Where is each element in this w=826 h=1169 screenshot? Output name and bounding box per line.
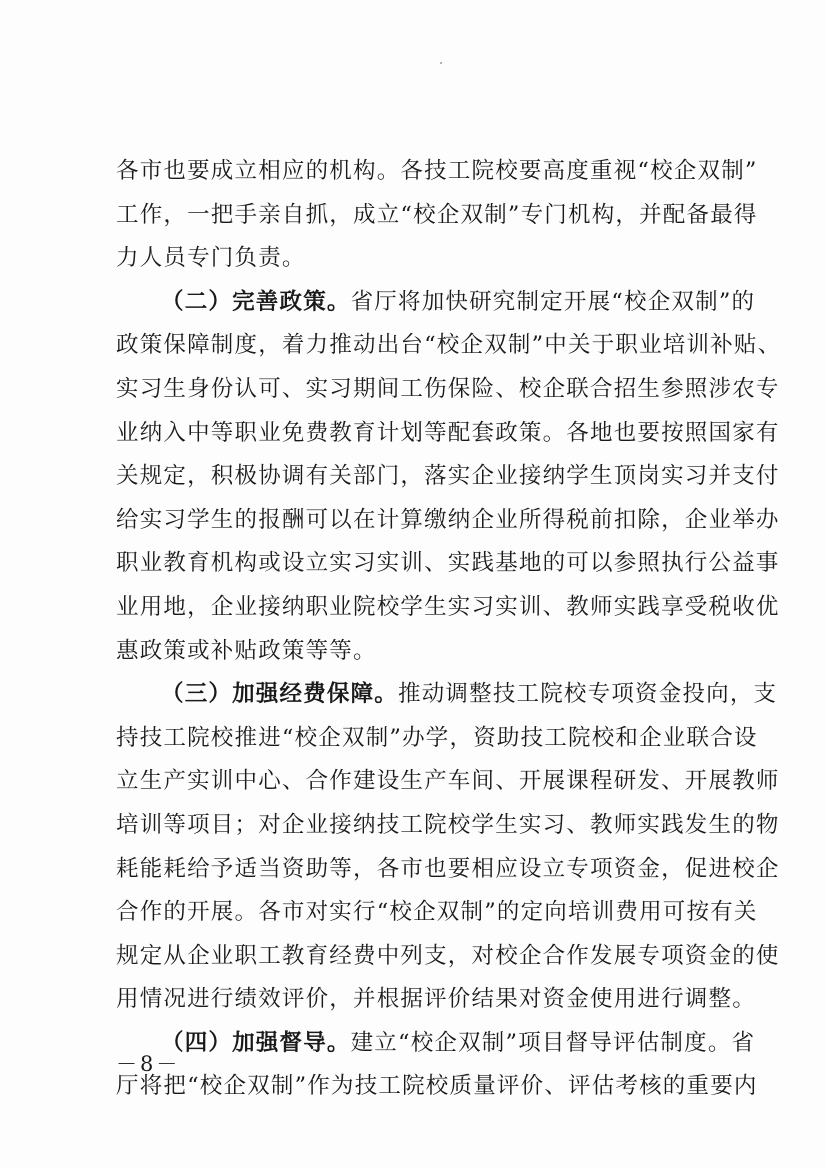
text-line	[116, 412, 780, 456]
text-line	[116, 760, 780, 804]
line-text: 业纳入中等职业免费教育计划等配套政策。各地也要按照国家有	[116, 419, 780, 446]
text-line	[116, 630, 728, 674]
line-text: 工作，一把手亲自抓，成立“校企双制”专门机构，并配备最得	[116, 201, 758, 228]
line-text: 业用地，企业接纳职业院校学生实习实训、教师实践享受税收优	[116, 593, 780, 620]
line-text: 推动调整技工院校专项资金投向，支	[398, 681, 778, 708]
line-text: 用情况进行绩效评价，并根据评价结果对资金使用进行调整。	[116, 986, 756, 1013]
line-text: 规定从企业职工教育经费中列支，对校企合作发展专项资金的使	[116, 942, 780, 969]
line-text: 厅将把“校企双制”作为技工院校质量评价、评估考核的重要内	[116, 1073, 758, 1100]
line-text: 力人员专门负责。	[116, 245, 306, 272]
text-line	[116, 368, 780, 412]
text-line	[116, 499, 780, 543]
line-text: 省厅将加快研究制定开展“校企双制”的	[350, 288, 756, 315]
line-text: 耗能耗给予适当资助等，各市也要相应设立专项资金，促进校企	[116, 855, 780, 882]
section-heading-line	[116, 673, 778, 717]
text-line	[116, 891, 758, 935]
line-text: 职业教育机构或设立实习实训、实践基地的可以参照执行公益事	[116, 550, 780, 577]
text-line	[116, 324, 782, 368]
text-line	[116, 237, 728, 281]
section-heading-line	[116, 281, 756, 325]
text-line	[116, 935, 780, 979]
text-line	[116, 150, 758, 194]
text-line	[116, 455, 780, 499]
page-number: －8－	[116, 1052, 181, 1076]
line-text: 持技工院校推进“校企双制”办学，资助技工院校和企业联合设	[116, 724, 758, 751]
line-text: 合作的开展。各市对实行“校企双制”的定向培训费用可按有关	[116, 899, 758, 926]
text-line	[116, 194, 758, 238]
section-heading: （二）完善政策。	[161, 288, 351, 315]
section-heading: （三）加强经费保障。	[161, 681, 399, 708]
text-line	[116, 848, 780, 892]
line-text: 惠政策或补贴政策等等。	[116, 637, 377, 664]
text-line	[116, 586, 780, 630]
text-line	[116, 542, 780, 586]
line-text: 政策保障制度，着力推动出台“校企双制”中关于职业培训补贴、	[116, 332, 782, 359]
body-text	[116, 150, 782, 1109]
scan-speck	[440, 62, 442, 64]
text-line	[116, 1065, 758, 1109]
section-heading: （四）加强督导。	[161, 1029, 351, 1056]
line-text: 各市也要成立相应的机构。各技工院校要高度重视“校企双制”	[116, 158, 758, 184]
text-line	[116, 804, 780, 848]
text-line	[116, 717, 758, 761]
line-text: 培训等项目；对企业接纳技工院校学生实习、教师实践发生的物	[116, 811, 780, 838]
text-line	[116, 978, 756, 1022]
line-text: 给实习学生的报酬可以在计算缴纳企业所得税前扣除，企业举办	[116, 506, 780, 533]
line-text: 建立“校企双制”项目督导评估制度。省	[350, 1029, 756, 1056]
line-text: 实习生身份认可、实习期间工伤保险、校企联合招生参照涉农专	[116, 375, 780, 402]
line-text: 立生产实训中心、合作建设生产车间、开展课程研发、开展教师	[116, 768, 780, 795]
line-text: 关规定，积极协调有关部门，落实企业接纳学生顶岗实习并支付	[116, 463, 780, 490]
section-heading-line	[116, 1022, 756, 1066]
